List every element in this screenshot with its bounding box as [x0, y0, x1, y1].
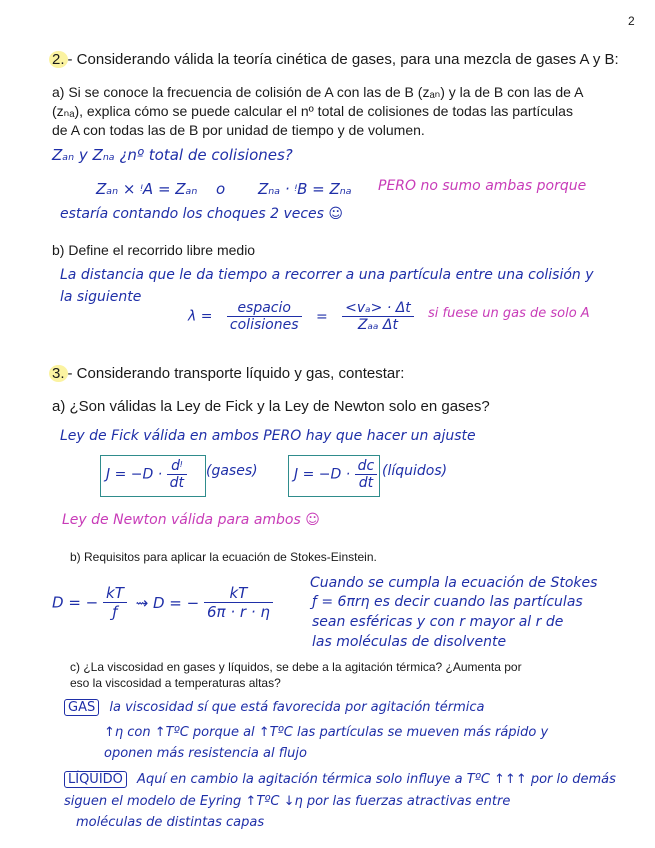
fraction-numerator: espacio	[227, 300, 302, 317]
q2b-note: si fuese un gas de solo A	[428, 306, 590, 321]
q2b-answer-line1: La distancia que le da tiempo a recorrer a una partícula entre una colisión y	[60, 267, 594, 283]
q3c-liquid-line2: siguen el modelo de Eyring ↑TºC ↓η por las fuerzas atractivas entre	[64, 794, 511, 809]
stokes-einstein-fraction	[204, 584, 273, 621]
fraction-denominator: ƒ	[112, 603, 118, 621]
gas-tag: GAS	[64, 699, 99, 716]
q3c-question-line1: c) ¿La viscosidad en gases y líquidos, se debe a la agitación térmica? ¿Aumenta por	[70, 660, 522, 674]
q3b-answer-line1: Cuando se cumpla la ecuación de Stokes	[310, 575, 598, 591]
arrow-to-stokes: ⇝ D = −	[135, 593, 200, 612]
q2a-pero-note: PERO no sumo ambas porque	[378, 178, 587, 194]
q2a-answer-line1: Zₐₙ y Zₙₐ ¿nº total de colisiones?	[52, 146, 293, 164]
lambda-symbol: λ =	[188, 308, 213, 325]
page-number: 2	[628, 14, 635, 28]
fick-liquid-fraction	[355, 458, 378, 491]
q2a-question-line1: a) Si se conoce la frecuencia de colisión de A con las de B (zₐₙ) y la de B con las de A	[52, 84, 584, 100]
fraction-velocity-time	[342, 300, 414, 333]
q3-title: - Considerando transporte líquido y gas, contestar:	[67, 365, 405, 382]
q3c-gas-line2: ↑η con ↑TºC porque al ↑TºC las partículas se mueven más rápido y	[104, 725, 549, 740]
fraction-numerator: kT	[103, 584, 127, 603]
fraction-espacio-colisiones	[227, 300, 302, 333]
q2a-equation2: Zₙₐ · ᵎB = Zₙₐ	[258, 180, 352, 198]
q2b-answer-line2: la siguiente	[60, 289, 142, 305]
q3-number: 3.	[49, 365, 68, 382]
q2a-question-line2: (zₙₐ), explica cómo se puede calcular el nº total de colisiones de todas las partículas	[52, 103, 573, 119]
q3b-answer-line3: sean esféricas y con r mayor al r de	[312, 614, 564, 630]
fraction-numerator: dᵎ	[167, 458, 187, 475]
q3c-gas-line1	[64, 700, 484, 715]
fick-gas-equation	[106, 458, 187, 491]
q2-number: 2.	[49, 51, 68, 68]
fick-gas-lhs: J = −D ·	[106, 466, 163, 483]
q3a-question: a) ¿Son válidas la Ley de Fick y la Ley de Newton solo en gases?	[52, 398, 490, 415]
fraction-denominator: dt	[169, 475, 185, 491]
diffusion-lhs: D = −	[52, 593, 99, 612]
fraction-denominator: 6π · r · η	[207, 603, 270, 621]
fraction-numerator: kT	[204, 584, 273, 603]
q2a-equation1: Zₐₙ × ᵎA = Zₐₙ	[96, 180, 198, 198]
fraction-denominator: colisiones	[229, 317, 299, 333]
q3b-question: b) Requisitos para aplicar la ecuación de Stokes-Einstein.	[70, 550, 377, 564]
fick-liquid-equation	[294, 458, 377, 491]
q3c-question-line2: eso la viscosidad a temperaturas altas?	[70, 676, 281, 690]
fick-gas-fraction	[167, 458, 187, 491]
q2b-formula	[188, 300, 414, 333]
q3c-gas-line3: oponen más resistencia al flujo	[104, 746, 307, 761]
q2-heading	[52, 51, 619, 68]
q3b-answer-line2: ƒ = 6πrη es decir cuando las partículas	[312, 594, 583, 610]
q2a-answer-line3: estaría contando los choques 2 veces ☺	[60, 206, 343, 222]
equals-sign: =	[315, 308, 328, 325]
fick-gas-label: (gases)	[206, 463, 258, 479]
q3c-liquid-line3: moléculas de distintas capas	[76, 815, 265, 830]
stokes-einstein-formula	[52, 584, 273, 621]
gas-text: la viscosidad sí que está favorecida por agitación térmica	[109, 700, 485, 715]
fraction-denominator: Zₐₐ Δt	[357, 317, 398, 333]
q3a-answer-line1: Ley de Fick válida en ambos PERO hay que hacer un ajuste	[60, 428, 476, 444]
q2-title: - Considerando válida la teoría cinética de gases, para una mezcla de gases A y B:	[67, 51, 619, 68]
fick-liquid-label: (líquidos)	[382, 463, 448, 479]
kt-over-f-fraction	[103, 584, 127, 621]
q3-heading	[52, 365, 404, 382]
liquid-tag: LÍQUIDO	[64, 771, 127, 788]
fraction-numerator: dc	[355, 458, 378, 475]
q2a-question-line3: de A con todas las de B por unidad de tiempo y de volumen.	[52, 122, 425, 138]
q3b-answer-line4: las moléculas de disolvente	[312, 634, 507, 650]
liquid-text: Aquí en cambio la agitación térmica solo influye a TºC ↑↑↑ por lo demás	[137, 772, 616, 787]
fraction-denominator: dt	[358, 475, 374, 491]
q3a-newton: Ley de Newton válida para ambos ☺	[62, 512, 320, 528]
fick-liquid-lhs: J = −D ·	[294, 466, 351, 483]
q2b-question: b) Define el recorrido libre medio	[52, 242, 256, 258]
fraction-numerator: <vₐ> · Δt	[342, 300, 414, 317]
q2a-or: o	[216, 180, 226, 198]
q3c-liquid-line1	[64, 772, 616, 787]
